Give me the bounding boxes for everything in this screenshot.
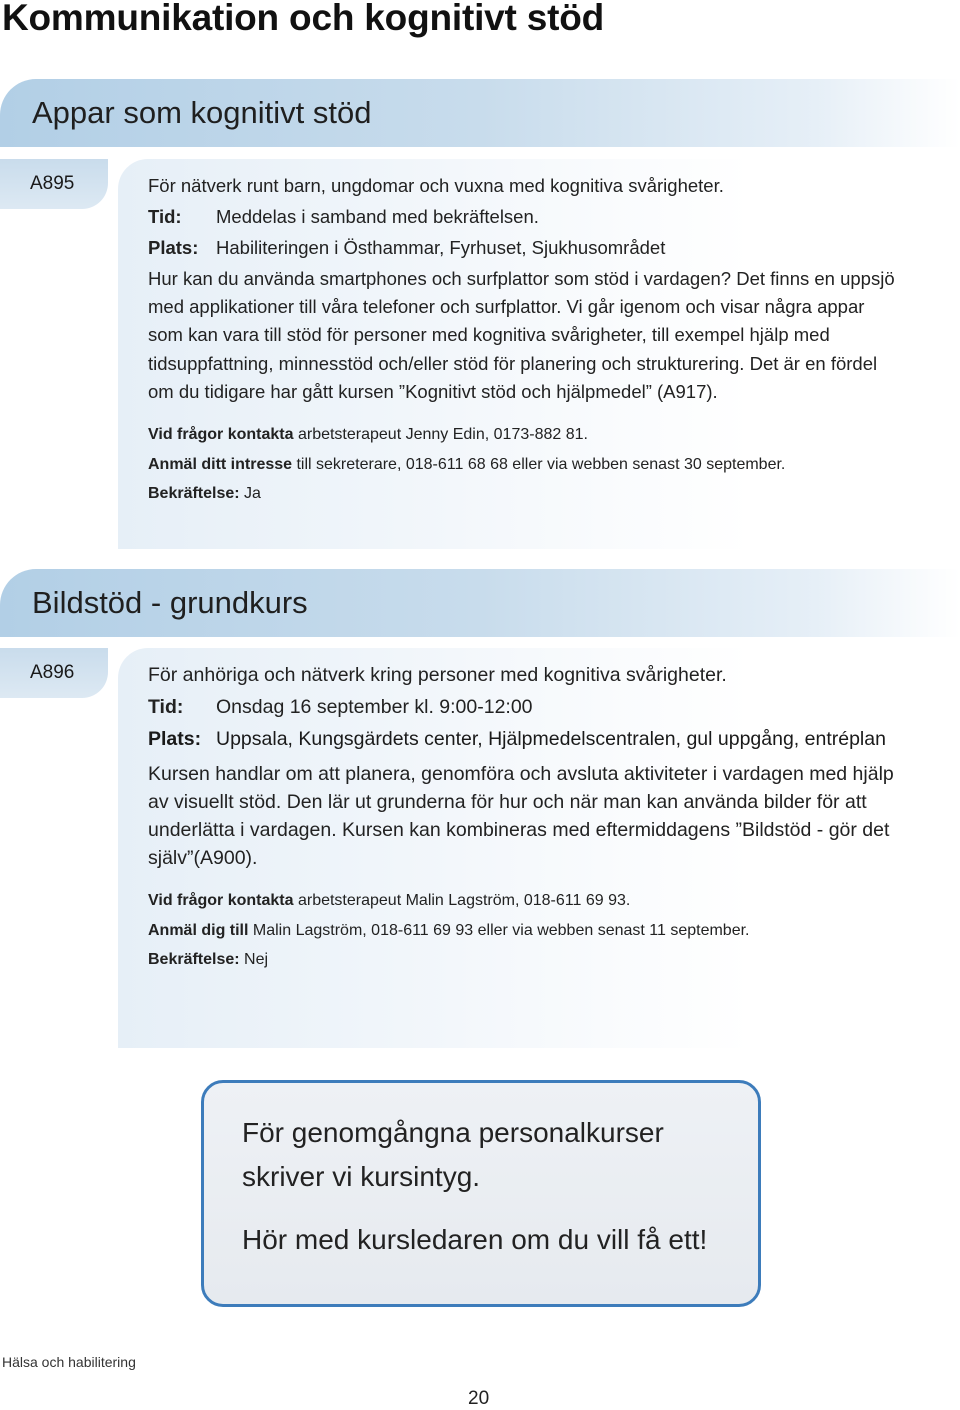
course-code-tab: [0, 648, 108, 698]
contact-label: Vid frågor kontakta: [148, 426, 294, 444]
place-label: Plats:: [148, 237, 199, 258]
section-heading-bar: [0, 569, 960, 637]
confirmation-value: Nej: [239, 951, 269, 969]
course-audience: För nätverk runt barn, ungdomar och vuxna med kognitiva svårigheter.: [148, 175, 724, 196]
confirmation-label: Bekräftelse:: [148, 485, 240, 503]
time-value: Meddelas i samband med bekräftelsen.: [216, 206, 539, 227]
course-audience: För anhöriga och nätverk kring personer med kognitiva svårigheter.: [148, 664, 727, 686]
register-label: Anmäl ditt intresse: [148, 455, 293, 473]
confirmation-value: Ja: [239, 485, 261, 503]
page-number: 20: [468, 1388, 490, 1409]
callout-line: För genomgångna personalkurser: [242, 1117, 664, 1148]
course-a895: [148, 170, 898, 509]
course-place-row: [148, 725, 898, 754]
section-heading: Appar som kognitivt stöd: [32, 95, 372, 130]
register-line: [148, 916, 898, 946]
contact-line: [148, 420, 898, 450]
contact-text: arbetsterapeut Malin Lagström, 018-611 69 93.: [293, 892, 631, 910]
place-value: Habiliteringen i Östhammar, Fyrhuset, Sjukhusområdet: [216, 237, 666, 258]
confirmation-line: [148, 945, 898, 975]
time-label: Tid:: [148, 206, 182, 227]
section-heading-bar: [0, 79, 960, 147]
course-code: A895: [30, 173, 75, 194]
register-label: Anmäl dig till: [148, 921, 249, 939]
course-place-row: [148, 232, 898, 263]
time-value: Onsdag 16 september kl. 9:00-12:00: [216, 696, 533, 718]
contact-text: arbetsterapeut Jenny Edin, 0173-882 81.: [293, 426, 588, 444]
page-title: Kommunikation och kognitivt stöd: [2, 0, 605, 38]
course-certificate-callout: [201, 1080, 761, 1307]
course-description: Kursen handlar om att planera, genomföra och avsluta aktiviteter i vardagen med hjälp av visuellt stöd. Den lär ut grunderna för hur och när man kan använda bilder för att underlätta i vardagen. Kursen kan kombineras med eftermiddagens ”Bildstöd - gör det själv”(A900).: [148, 762, 894, 870]
section-heading: Bildstöd - grundkurs: [32, 585, 308, 620]
contact-line: [148, 886, 898, 916]
footer-text: Hälsa och habilitering: [2, 1354, 136, 1370]
register-line: [148, 450, 898, 480]
confirmation-label: Bekräftelse:: [148, 951, 240, 969]
register-text: Malin Lagström, 018-611 69 93 eller via webben senast 11 september.: [248, 921, 750, 939]
register-text: till sekreterare, 018-611 68 68 eller via webben senast 30 september.: [292, 455, 786, 473]
course-a896: [148, 659, 898, 975]
course-time-row: [148, 201, 898, 232]
course-description: Hur kan du använda smartphones och surfplattor som stöd i vardagen? Det finns en uppsjö med applikationer till våra telefoner och surfplattor. Vi går igenom och visar några appar som kan vara till stöd för personer med kognitiva svårigheter, till exempel hjälp med tidsuppfattning, minnesstöd och/eller stöd för planering och strukturering. Det är en fördel om du tidigare har gått kursen ”Kognitivt stöd och hjälpmedel” (A917).: [148, 268, 895, 402]
course-code-tab: [0, 159, 108, 209]
time-label: Tid:: [148, 696, 184, 718]
course-code: A896: [30, 662, 75, 683]
confirmation-line: [148, 479, 898, 509]
contact-label: Vid frågor kontakta: [148, 892, 294, 910]
course-time-row: [148, 691, 898, 723]
callout-line: skriver vi kursintyg.: [242, 1161, 481, 1192]
place-value: Uppsala, Kungsgärdets center, Hjälpmedelscentralen, gul uppgång, entréplan: [216, 728, 886, 750]
place-label: Plats:: [148, 728, 202, 750]
callout-line: Hör med kursledaren om du vill få ett!: [242, 1224, 708, 1255]
